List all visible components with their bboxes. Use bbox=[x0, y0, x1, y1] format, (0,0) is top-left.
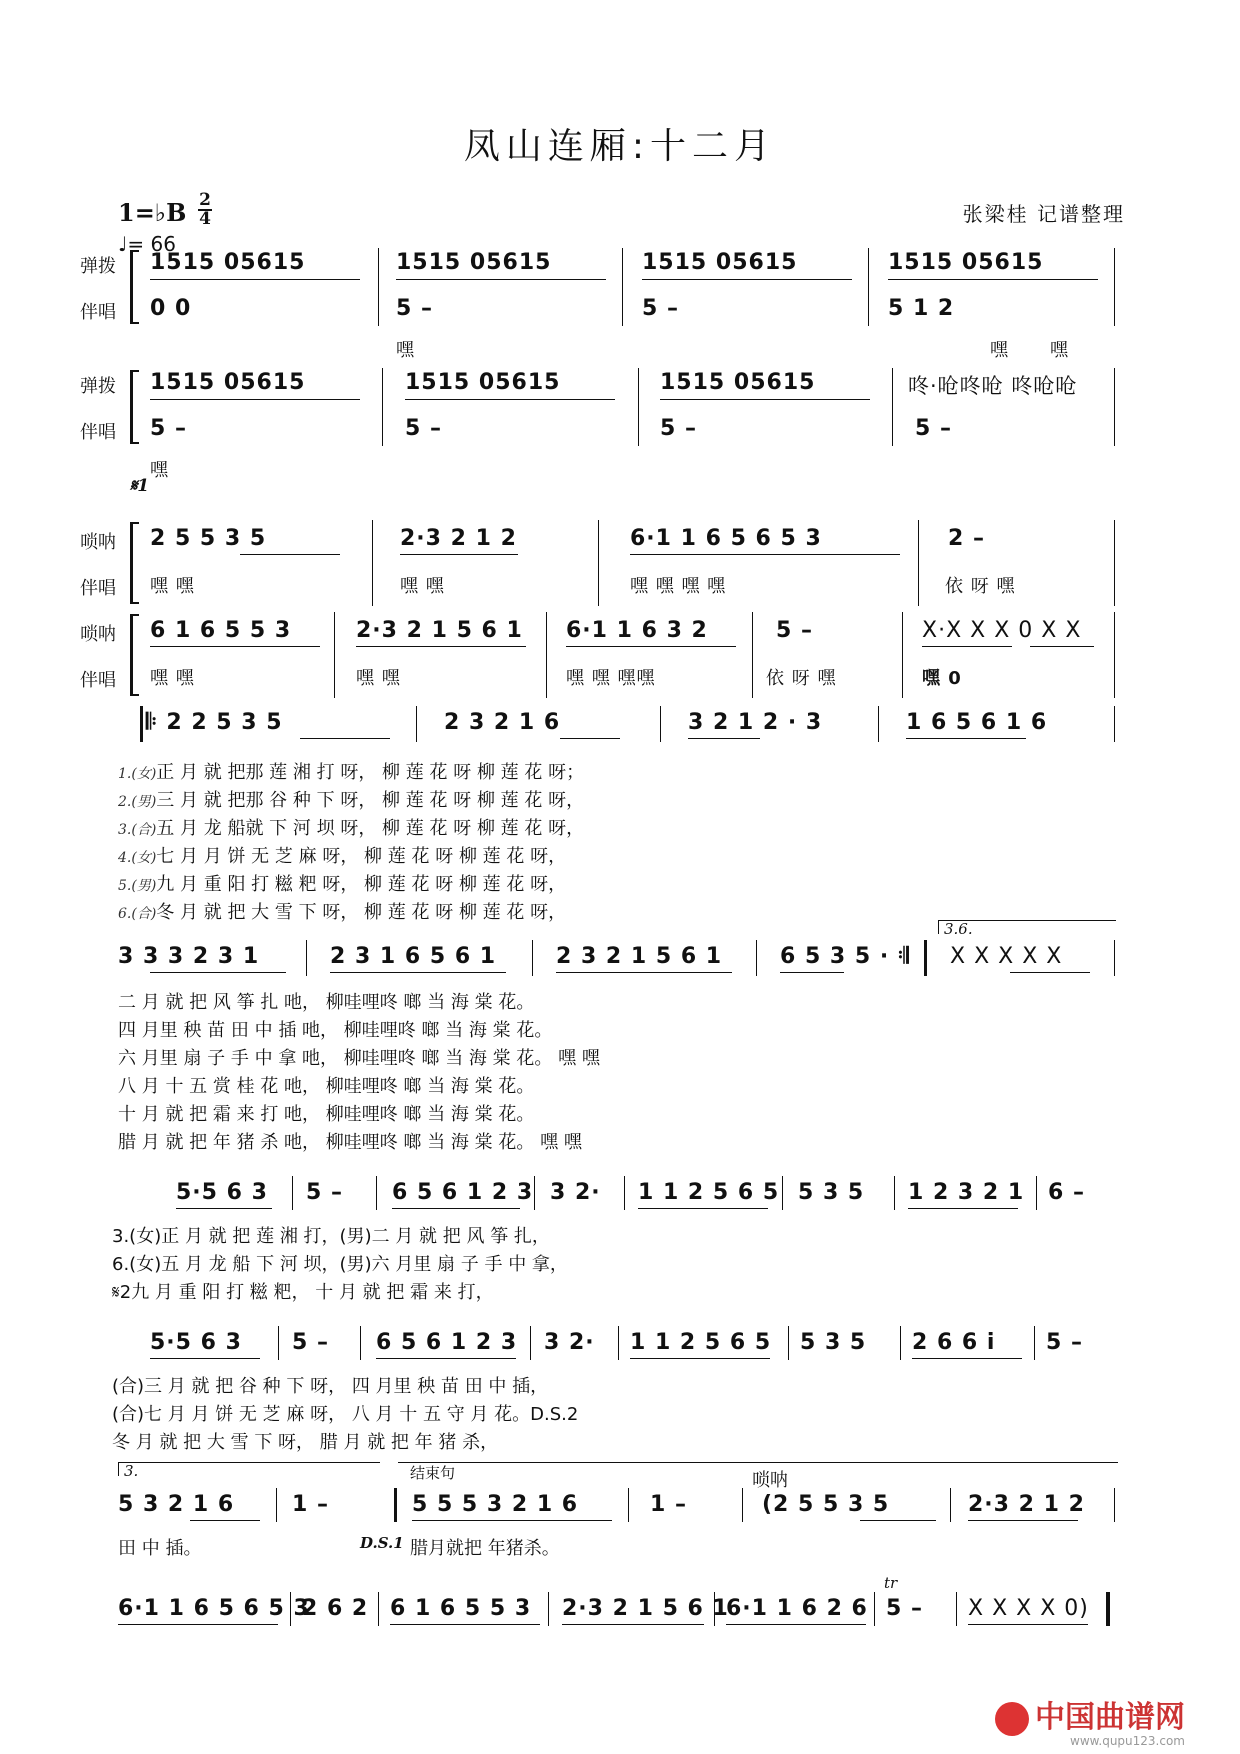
measure: 5·5 6 3 bbox=[150, 1330, 242, 1355]
system-brace bbox=[130, 614, 139, 696]
measure-banchang: 5 – bbox=[642, 296, 679, 321]
verse-number: 5.(男) bbox=[118, 878, 157, 894]
measure-banchang-lyric: 嘿 嘿 bbox=[150, 576, 195, 597]
barline bbox=[1114, 520, 1115, 606]
verse-text: 三 月 就 把那 谷 种 下 呀， 柳 莲 花 呀 柳 莲 花 呀， bbox=[156, 790, 585, 811]
measure: 3 2· bbox=[544, 1330, 595, 1355]
double-barline bbox=[394, 1488, 397, 1522]
chant-word: 嘿 bbox=[396, 340, 415, 361]
barline bbox=[1114, 612, 1115, 698]
measure: 5 – bbox=[306, 1180, 343, 1205]
part-label-banchang: 伴唱 bbox=[80, 422, 116, 443]
measure-banchang-lyric: 嘿 嘿 嘿 嘿 bbox=[630, 576, 727, 597]
lyric-line: 腊月就把 年猪杀。 bbox=[410, 1538, 560, 1559]
measure: 6·1 1 6 2 6 bbox=[726, 1596, 868, 1621]
repeat-barline bbox=[140, 706, 143, 742]
verse-lyric-line: 腊 月 就 把 年 猪 杀 吔， 柳哇哩咚 啷 当 海 棠 花。 嘿 嘿 bbox=[118, 1132, 582, 1153]
verse-number: 3.(合) bbox=[118, 822, 157, 838]
lyric-line: 𝄋2九 月 重 阳 打 糍 粑， 十 月 就 把 霜 来 打， bbox=[112, 1282, 494, 1303]
verse-lyric-line bbox=[118, 814, 584, 840]
logo-icon bbox=[995, 1702, 1029, 1736]
volta-bracket bbox=[118, 1462, 380, 1463]
part-label-banchang: 伴唱 bbox=[80, 670, 116, 691]
measure: 1 – bbox=[650, 1492, 687, 1517]
final-barline bbox=[1106, 1592, 1110, 1626]
measure: 1 1 2 5 6 5 bbox=[638, 1180, 780, 1205]
measure: 1 1 2 5 6 5 bbox=[630, 1330, 772, 1355]
measure: 2·3 2 1 5 6 1 bbox=[562, 1596, 729, 1621]
barline bbox=[894, 1176, 895, 1210]
barline bbox=[902, 612, 903, 698]
barline bbox=[1114, 1488, 1115, 1522]
barline bbox=[868, 248, 869, 326]
system-brace bbox=[130, 370, 139, 444]
system-brace bbox=[130, 250, 139, 324]
barline bbox=[378, 248, 379, 326]
verse-number: 2.(男) bbox=[118, 794, 157, 810]
barline bbox=[660, 706, 661, 742]
composer-credit: 张梁桂 记谱整理 bbox=[962, 202, 1125, 226]
verse-lyric-line: 八 月 十 五 赏 桂 花 吔， 柳哇哩咚 啷 当 海 棠 花。 bbox=[118, 1076, 535, 1097]
measure: 2·3 2 1 2 bbox=[968, 1492, 1085, 1517]
barline bbox=[530, 1326, 531, 1360]
measure: 5 3 2 1 6 bbox=[118, 1492, 235, 1517]
measure-tanbo: 1515 05615 bbox=[150, 250, 306, 275]
watermark-brand: 中国曲谱网 bbox=[1035, 1700, 1185, 1735]
suona-cue: 唢呐 bbox=[752, 1470, 788, 1491]
measure-banchang: 0 0 bbox=[150, 296, 192, 321]
measure: 5 3 5 bbox=[800, 1330, 867, 1355]
part-label-suona: 唢呐 bbox=[80, 532, 116, 553]
measure: 5·5 6 3 bbox=[176, 1180, 268, 1205]
measure: 5 5 5 3 2 1 6 bbox=[412, 1492, 579, 1517]
measure: 1 2 3 2 1 bbox=[908, 1180, 1025, 1205]
verse-lyric-line: 四 月里 秧 苗 田 中 插 吔， 柳哇哩咚 啷 当 海 棠 花。 bbox=[118, 1020, 553, 1041]
volta-label: 3. bbox=[124, 1462, 139, 1480]
measure: 1 – bbox=[292, 1492, 329, 1517]
lyric-line: 田 中 插。 bbox=[118, 1538, 202, 1559]
verse-measure: 2 3 2 1 5 6 1 bbox=[556, 944, 723, 969]
measure-banchang: 5 – bbox=[150, 416, 187, 441]
measure: X X X X 0) bbox=[968, 1596, 1089, 1621]
barline bbox=[278, 1326, 279, 1360]
verse-lyric-line bbox=[118, 870, 566, 896]
verse-measure: 6 5 3 5 · 𝄇 bbox=[780, 944, 910, 969]
barline bbox=[892, 368, 893, 446]
measure-suona: 2 5 5 3 5 bbox=[150, 526, 267, 551]
measure: 6 – bbox=[1048, 1180, 1085, 1205]
barline bbox=[624, 1176, 625, 1210]
measure-banchang-lyric: 嘿 嘿 bbox=[400, 576, 445, 597]
site-logo bbox=[995, 1692, 1185, 1736]
time-sig-top: 2 bbox=[199, 190, 211, 210]
barline bbox=[956, 1592, 957, 1626]
time-signature bbox=[198, 192, 212, 228]
barline bbox=[1114, 368, 1115, 446]
barline bbox=[1036, 1176, 1037, 1210]
measure-suona: 5 – bbox=[776, 618, 813, 643]
barline bbox=[416, 706, 417, 742]
time-sig-bottom: 4 bbox=[199, 209, 211, 229]
measure-banchang: 5 – bbox=[405, 416, 442, 441]
measure: 5 3 5 bbox=[798, 1180, 865, 1205]
barline bbox=[548, 1592, 549, 1626]
barline bbox=[306, 940, 307, 976]
barline bbox=[378, 1592, 379, 1626]
lyric-line: (合)七 月 月 饼 无 芝 麻 呀， 八 月 十 五 守 月 花。D.S.2 bbox=[112, 1404, 579, 1425]
measure: 5 – bbox=[1046, 1330, 1083, 1355]
ds1-mark: D.S.1 bbox=[360, 1534, 404, 1552]
barline bbox=[622, 248, 623, 326]
verse-measure: 1 6 5 6 1 6 bbox=[906, 710, 1048, 735]
barline bbox=[376, 1176, 377, 1210]
barline bbox=[638, 368, 639, 446]
measure-banchang-lyric: 嘿 嘿 bbox=[150, 668, 195, 689]
barline bbox=[598, 520, 599, 606]
measure-tanbo: 1515 05615 bbox=[642, 250, 798, 275]
tempo-marking: ♩= 66 bbox=[118, 232, 176, 256]
barline bbox=[788, 1326, 789, 1360]
measure-banchang-lyric: 嘿 0 bbox=[922, 668, 962, 689]
barline bbox=[628, 1488, 629, 1522]
measure-tanbo: 1515 05615 bbox=[660, 370, 816, 395]
verse-text: 七 月 月 饼 无 芝 麻 呀， 柳 莲 花 呀 柳 莲 花 呀， bbox=[156, 846, 567, 867]
measure-banchang: 5 – bbox=[396, 296, 433, 321]
verse-lyric-line: 十 月 就 把 霜 来 打 吔， 柳哇哩咚 啷 当 海 棠 花。 bbox=[118, 1104, 535, 1125]
measure-tanbo: 1515 05615 bbox=[405, 370, 561, 395]
part-label-banchang: 伴唱 bbox=[80, 578, 116, 599]
lyric-line: 3.(女)正 月 就 把 莲 湘 打，(男)二 月 就 把 风 筝 扎， bbox=[112, 1226, 550, 1247]
part-label-tanbo: 弹拨 bbox=[80, 256, 116, 277]
verse-text: 五 月 龙 船就 下 河 坝 呀， 柳 莲 花 呀 柳 莲 花 呀， bbox=[156, 818, 585, 839]
verse-number: 1.(女) bbox=[118, 766, 157, 782]
measure: 2 6 2 bbox=[302, 1596, 369, 1621]
page-title: 凤山连厢:十二月 bbox=[463, 126, 777, 167]
lyric-line: 冬 月 就 把 大 雪 下 呀， 腊 月 就 把 年 猪 杀， bbox=[112, 1432, 499, 1453]
verse-lyric-line bbox=[118, 898, 566, 924]
measure: 5 – bbox=[292, 1330, 329, 1355]
barline bbox=[1114, 706, 1115, 742]
verse-lyric-line: 二 月 就 把 风 筝 扎 吔， 柳哇哩咚 啷 当 海 棠 花。 bbox=[118, 992, 535, 1013]
verse-measure: 3 3 3 2 3 1 bbox=[118, 944, 260, 969]
measure-banchang: 5 – bbox=[660, 416, 697, 441]
verse-lyric-line: 六 月里 扇 子 手 中 拿 吔， 柳哇哩咚 啷 当 海 棠 花。 嘿 嘿 bbox=[118, 1048, 600, 1069]
system-brace bbox=[130, 522, 139, 604]
barline bbox=[292, 1176, 293, 1210]
measure-suona: 6·1 1 6 5 6 5 3 bbox=[630, 526, 822, 551]
verse-number: 4.(女) bbox=[118, 850, 157, 866]
barline bbox=[1114, 248, 1115, 326]
measure-tanbo: 1515 05615 bbox=[888, 250, 1044, 275]
verse-measure: 𝄆 2 2 5 3 5 bbox=[146, 710, 283, 735]
measure-banchang: 5 – bbox=[915, 416, 952, 441]
barline bbox=[276, 1488, 277, 1522]
barline bbox=[900, 1326, 901, 1360]
barline bbox=[382, 368, 383, 446]
chant-word: 嘿 bbox=[990, 340, 1009, 361]
measure-banchang: 5 1 2 bbox=[888, 296, 955, 321]
measure: 6 5 6 1 2 3 bbox=[376, 1330, 518, 1355]
barline bbox=[782, 1176, 783, 1210]
barline bbox=[532, 940, 533, 976]
measure: 6 5 6 1 2 3 bbox=[392, 1180, 534, 1205]
measure-tanbo: 1515 05615 bbox=[396, 250, 552, 275]
measure: 5 – bbox=[886, 1596, 923, 1621]
verse-lyric-line bbox=[118, 758, 584, 784]
barline bbox=[756, 940, 757, 976]
verse-text: 九 月 重 阳 打 糍 粑 呀， 柳 莲 花 呀 柳 莲 花 呀， bbox=[156, 874, 567, 895]
verse-measure: 2 3 1 6 5 6 1 bbox=[330, 944, 497, 969]
segno-mark: 𝄋1 bbox=[130, 476, 150, 496]
measure-suona: 2·3 2 1 5 6 1 bbox=[356, 618, 523, 643]
barline bbox=[534, 1176, 535, 1210]
measure-suona: 6 1 6 5 5 3 bbox=[150, 618, 292, 643]
measure: 6 1 6 5 5 3 bbox=[390, 1596, 532, 1621]
barline bbox=[372, 520, 373, 606]
chant-word: 嘿 bbox=[150, 460, 169, 481]
barline bbox=[334, 612, 335, 698]
measure-suona: 2·3 2 1 2 bbox=[400, 526, 517, 551]
percussion-measure: 咚·呛咚呛 咚呛呛 bbox=[908, 374, 1078, 398]
verse-measure: 3 2 1 2 · 3 bbox=[688, 710, 823, 735]
measure-banchang-lyric: 依 呀 嘿 bbox=[945, 576, 1016, 597]
chant-word: 嘿 bbox=[1050, 340, 1069, 361]
part-label-suona: 唢呐 bbox=[80, 624, 116, 645]
barline bbox=[752, 612, 753, 698]
repeat-end-barline bbox=[924, 940, 927, 976]
barline bbox=[546, 612, 547, 698]
barline bbox=[618, 1326, 619, 1360]
verse-number: 6.(合) bbox=[118, 906, 157, 922]
measure: (2 5 5 3 5 bbox=[762, 1492, 890, 1517]
measure: 2 6 6 i bbox=[912, 1330, 996, 1355]
measure: 3 2· bbox=[550, 1180, 601, 1205]
trill-mark: tr bbox=[884, 1574, 898, 1592]
barline bbox=[874, 1592, 875, 1626]
verse-text: 冬 月 就 把 大 雪 下 呀， 柳 莲 花 呀 柳 莲 花 呀， bbox=[156, 902, 567, 923]
watermark-url: www.qupu123.com bbox=[1070, 1734, 1185, 1748]
lyric-line: (合)三 月 就 把 谷 种 下 呀， 四 月里 秧 苗 田 中 插， bbox=[112, 1376, 549, 1397]
verse-measure: 2 3 2 1 6 bbox=[444, 710, 561, 735]
ending-label: 结束句 bbox=[410, 1464, 456, 1482]
barline bbox=[918, 520, 919, 606]
measure-tanbo: 1515 05615 bbox=[150, 370, 306, 395]
verse-lyric-line bbox=[118, 786, 584, 812]
measure-suona: 6·1 1 6 3 2 bbox=[566, 618, 708, 643]
barline bbox=[878, 706, 879, 742]
measure: 6·1 1 6 5 6 5 3 bbox=[118, 1596, 310, 1621]
barline bbox=[950, 1488, 951, 1522]
measure-suona: X·X X X 0 X X bbox=[922, 618, 1082, 643]
measure-suona: 2 – bbox=[948, 526, 985, 551]
verse-lyric-line bbox=[118, 842, 566, 868]
lyric-line: 6.(女)五 月 龙 船 下 河 坝，(男)六 月里 扇 子 手 中 拿， bbox=[112, 1254, 568, 1275]
volta-label: 3.6. bbox=[944, 920, 973, 938]
verse-text: 正 月 就 把那 莲 湘 打 呀， 柳 莲 花 呀 柳 莲 花 呀； bbox=[156, 762, 585, 783]
measure-banchang-lyric: 嘿 嘿 嘿嘿 bbox=[566, 668, 656, 689]
verse-measure: X X X X X bbox=[950, 944, 1063, 969]
measure-banchang-lyric: 依 呀 嘿 bbox=[766, 668, 837, 689]
part-label-banchang: 伴唱 bbox=[80, 302, 116, 323]
barline bbox=[1034, 1326, 1035, 1360]
measure-banchang-lyric: 嘿 嘿 bbox=[356, 668, 401, 689]
barline bbox=[360, 1326, 361, 1360]
part-label-tanbo: 弹拨 bbox=[80, 376, 116, 397]
barline bbox=[1114, 940, 1115, 976]
barline bbox=[742, 1488, 743, 1522]
key-signature: 1=♭B bbox=[118, 198, 187, 227]
